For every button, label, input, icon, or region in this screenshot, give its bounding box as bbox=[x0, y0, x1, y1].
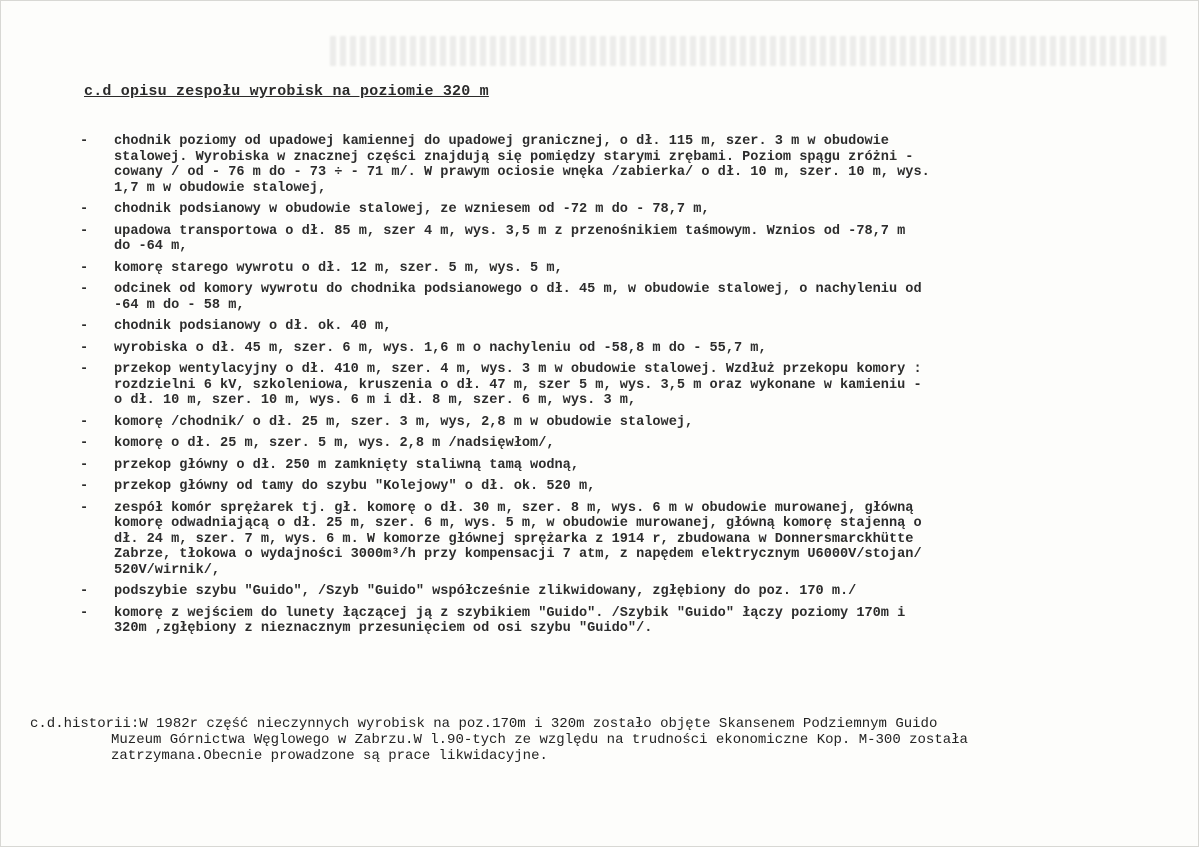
show-through-text-artifact bbox=[330, 36, 1170, 66]
list-item-text: przekop wentylacyjny o dł. 410 m, szer. 4 m, wys. 3 m w obudowie stalowej. Wzdłuż przekopu komory : rozdzielni 6 kV, szkoleniowa, kruszenia o dł. 47 m, szer 5 m, wys. 3,5 m oraz wykonane w kamieniu - o dł. 10 m, szer. 10 m, wys. 6 m i dł. 8 m, szer. 6 m, wys. 3 m, bbox=[114, 362, 922, 408]
list-item bbox=[80, 362, 1140, 409]
list-item bbox=[80, 415, 1140, 431]
list-item bbox=[80, 479, 1140, 495]
list-item-text: przekop główny od tamy do szybu "Kolejowy" o dł. ok. 520 m, bbox=[114, 479, 596, 494]
list-item-text: zespół komór sprężarek tj. gł. komorę o dł. 30 m, szer. 8 m, wys. 6 m w obudowie murowanej, główną komorę odwadniającą o dł. 25 m, szer. 6 m, wys. 5 m, w obudowie murowanej, główną komorę stajenną o dł. 24 m, szer. 7 m, wys. 6 m. W komorze głównej sprężarka z 1914 r, zbudowana w Donnersmarckhütte Zabrze, tłokowa o wydajności 3000m³/h przy kompensacji 7 atm, z napędem elektrycznym U6000V/stojan/ 520V/wirnik/, bbox=[114, 500, 922, 578]
bullet-dash: - bbox=[80, 362, 89, 377]
list-item bbox=[80, 134, 1140, 196]
bullet-dash: - bbox=[80, 605, 89, 621]
list-item bbox=[80, 341, 1140, 357]
list-item bbox=[80, 436, 1140, 452]
list-item bbox=[80, 261, 1140, 277]
list-item-text: podszybie szybu "Guido", /Szyb "Guido" współcześnie zlikwidowany, zgłębiony do poz. 170 m./ bbox=[114, 584, 857, 599]
bullet-dash: - bbox=[80, 260, 89, 276]
bullet-dash: - bbox=[80, 202, 89, 217]
list-item bbox=[80, 202, 1140, 218]
bullet-dash: - bbox=[80, 457, 89, 473]
history-label: c.d.historii: bbox=[30, 716, 140, 732]
list-item-text: wyrobiska o dł. 45 m, szer. 6 m, wys. 1,6 m o nachyleniu od -58,8 m do - 55,7 m, bbox=[114, 340, 767, 356]
list-item-text: chodnik poziomy od upadowej kamiennej do upadowej granicznej, o dł. 115 m, szer. 3 m w obudowie stalowej. Wyrobiska w znacznej części znajdują się pomiędzy starymi zrębami. Poziom spągu zróżni - cowany / od - 76 m do - 73 ÷ - 71 m/. W prawym ociosie wnęka /zabierka/ o dł. 10 m, szer. 10 m, wys. 1,7 m w obudowie stalowej, bbox=[114, 134, 930, 196]
list-item bbox=[80, 224, 1140, 255]
list-item-text: upadowa transportowa o dł. 85 m, szer 4 m, wys. 3,5 m z przenośnikiem taśmowym. Wznios od -78,7 m do -64 m, bbox=[114, 223, 906, 254]
bullet-dash: - bbox=[80, 414, 89, 430]
bullet-dash: - bbox=[80, 340, 89, 356]
bullet-dash: - bbox=[80, 223, 89, 239]
list-item-text: komorę /chodnik/ o dł. 25 m, szer. 3 m, wys, 2,8 m w obudowie stalowej, bbox=[114, 414, 694, 430]
history-first-line: W 1982r część nieczynnych wyrobisk na poz.170m i 320m zostało objęte Skansenem Podziemnym Guido bbox=[139, 716, 938, 732]
list-item-text: chodnik podsianowy w obudowie stalowej, ze wzniesem od -72 m do - 78,7 m, bbox=[114, 202, 710, 217]
list-item bbox=[80, 319, 1140, 335]
excavation-list bbox=[80, 134, 1140, 643]
bullet-dash: - bbox=[80, 584, 89, 599]
bullet-dash: - bbox=[80, 479, 89, 494]
list-item bbox=[80, 458, 1140, 474]
bullet-dash: - bbox=[80, 282, 89, 297]
history-continuation: Muzeum Górnictwa Węglowego w Zabrzu.W l.90-tych ze względu na trudności ekonomiczne Kop. M-300 została zatrzymana.Obecnie prowadzone są prace likwidacyjne. bbox=[111, 732, 968, 764]
list-item bbox=[80, 606, 1140, 637]
page-heading: c.d opisu zespołu wyrobisk na poziomie 320 m bbox=[84, 83, 489, 100]
list-item-text: przekop główny o dł. 250 m zamknięty staliwną tamą wodną, bbox=[114, 457, 579, 473]
list-item bbox=[80, 584, 1140, 600]
list-item-text: odcinek od komory wywrotu do chodnika podsianowego o dł. 45 m, w obudowie stalowej, o nachyleniu od -64 m do - 58 m, bbox=[114, 282, 922, 313]
list-item bbox=[80, 282, 1140, 313]
bullet-dash: - bbox=[80, 500, 89, 516]
list-item-text: komorę z wejściem do lunety łączącej ją z szybikiem "Guido". /Szybik "Guido" łączy poziomy 170m i 320m ,zgłębiony z nieznacznym przesunięciem od osi szybu "Guido"/. bbox=[114, 605, 906, 636]
history-section bbox=[30, 716, 1180, 764]
bullet-dash: - bbox=[80, 436, 89, 451]
history-first-row bbox=[30, 716, 1180, 732]
list-item-text: komorę o dł. 25 m, szer. 5 m, wys. 2,8 m /nadsięwłom/, bbox=[114, 436, 555, 451]
list-item-text: chodnik podsianowy o dł. ok. 40 m, bbox=[114, 319, 392, 334]
list-item-text: komorę starego wywrotu o dł. 12 m, szer. 5 m, wys. 5 m, bbox=[114, 260, 563, 276]
list-item bbox=[80, 501, 1140, 579]
bullet-dash: - bbox=[80, 134, 89, 149]
bullet-dash: - bbox=[80, 319, 89, 334]
